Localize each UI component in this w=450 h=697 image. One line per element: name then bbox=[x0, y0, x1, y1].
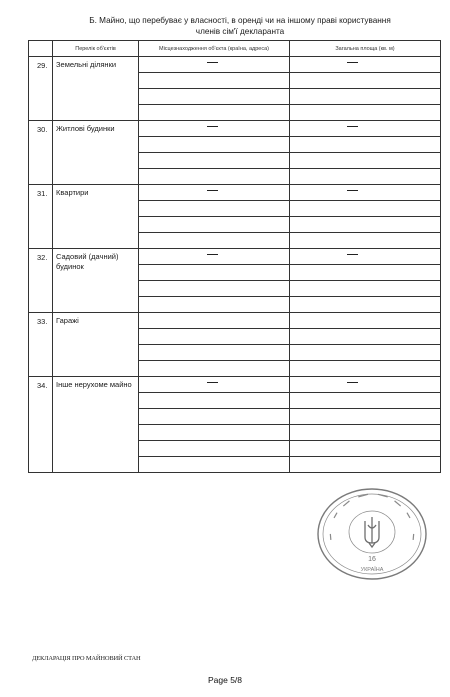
table-header-row bbox=[29, 41, 441, 57]
row-number: 34. bbox=[29, 377, 53, 473]
row-object-name: Земельні ділянки bbox=[53, 57, 139, 121]
area-cell bbox=[290, 137, 441, 153]
location-cell bbox=[139, 441, 290, 457]
empty-dash bbox=[207, 254, 218, 255]
document-footer: ДЕКЛАРАЦІЯ ПРО МАЙНОВИЙ СТАН bbox=[32, 655, 141, 662]
area-cell bbox=[290, 281, 441, 297]
row-object-name: Гаражі bbox=[53, 313, 139, 377]
location-cell bbox=[139, 73, 290, 89]
location-cell bbox=[139, 249, 290, 265]
area-cell bbox=[290, 153, 441, 169]
location-cell bbox=[139, 89, 290, 105]
area-cell bbox=[290, 249, 441, 265]
area-cell bbox=[290, 393, 441, 409]
area-cell bbox=[290, 185, 441, 201]
trident-icon bbox=[365, 517, 379, 547]
seal-number: 16 bbox=[368, 556, 376, 563]
area-cell bbox=[290, 441, 441, 457]
empty-dash bbox=[347, 382, 358, 383]
row-number: 33. bbox=[29, 313, 53, 377]
location-cell bbox=[139, 297, 290, 313]
area-cell bbox=[290, 233, 441, 249]
location-cell bbox=[139, 137, 290, 153]
location-cell bbox=[139, 345, 290, 361]
header-location: Місцезнаходження об'єкта (країна, адреса) bbox=[139, 41, 290, 57]
empty-dash bbox=[347, 190, 358, 191]
header-objects: Перелік об'єктів bbox=[53, 41, 139, 57]
section-heading-line1: Б. Майно, що перебуває у власності, в оренді чи на іншому праві користування bbox=[89, 16, 391, 25]
area-cell bbox=[290, 425, 441, 441]
page-number: Page 5/8 bbox=[207, 675, 243, 685]
location-cell bbox=[139, 153, 290, 169]
empty-dash bbox=[207, 382, 218, 383]
row-number: 32. bbox=[29, 249, 53, 313]
area-cell bbox=[290, 409, 441, 425]
row-object-name: Житлові будинки bbox=[53, 121, 139, 185]
location-cell bbox=[139, 121, 290, 137]
area-cell bbox=[290, 217, 441, 233]
area-cell bbox=[290, 89, 441, 105]
area-cell bbox=[290, 57, 441, 73]
table-row bbox=[29, 121, 441, 137]
area-cell bbox=[290, 169, 441, 185]
area-cell bbox=[290, 201, 441, 217]
section-heading bbox=[40, 16, 440, 37]
table-row bbox=[29, 57, 441, 73]
location-cell bbox=[139, 393, 290, 409]
location-cell bbox=[139, 169, 290, 185]
area-cell bbox=[290, 121, 441, 137]
property-table bbox=[28, 40, 441, 473]
location-cell bbox=[139, 185, 290, 201]
area-cell bbox=[290, 377, 441, 393]
row-number: 30. bbox=[29, 121, 53, 185]
row-number: 31. bbox=[29, 185, 53, 249]
area-cell bbox=[290, 345, 441, 361]
table-row bbox=[29, 249, 441, 265]
location-cell bbox=[139, 281, 290, 297]
area-cell bbox=[290, 105, 441, 121]
section-heading-line2: членів сім'ї декларанта bbox=[195, 26, 285, 36]
empty-dash bbox=[347, 62, 358, 63]
header-number bbox=[29, 41, 53, 57]
area-cell bbox=[290, 457, 441, 473]
empty-dash bbox=[207, 62, 218, 63]
location-cell bbox=[139, 201, 290, 217]
area-cell bbox=[290, 361, 441, 377]
table-row bbox=[29, 185, 441, 201]
area-cell bbox=[290, 297, 441, 313]
location-cell bbox=[139, 265, 290, 281]
row-object-name: Садовий (дачний) будинок bbox=[53, 249, 139, 313]
location-cell bbox=[139, 105, 290, 121]
empty-dash bbox=[347, 126, 358, 127]
row-object-name: Квартири bbox=[53, 185, 139, 249]
official-seal bbox=[312, 485, 432, 583]
empty-dash bbox=[207, 190, 218, 191]
area-cell bbox=[290, 73, 441, 89]
location-cell bbox=[139, 57, 290, 73]
location-cell bbox=[139, 361, 290, 377]
area-cell bbox=[290, 329, 441, 345]
location-cell bbox=[139, 313, 290, 329]
location-cell bbox=[139, 233, 290, 249]
location-cell bbox=[139, 457, 290, 473]
empty-dash bbox=[347, 254, 358, 255]
location-cell bbox=[139, 329, 290, 345]
location-cell bbox=[139, 377, 290, 393]
seal-country: УКРАЇНА bbox=[360, 567, 384, 573]
row-number: 29. bbox=[29, 57, 53, 121]
area-cell bbox=[290, 313, 441, 329]
location-cell bbox=[139, 217, 290, 233]
empty-dash bbox=[207, 126, 218, 127]
location-cell bbox=[139, 409, 290, 425]
header-area: Загальна площа (кв. м) bbox=[290, 41, 441, 57]
location-cell bbox=[139, 425, 290, 441]
table-row bbox=[29, 377, 441, 393]
area-cell bbox=[290, 265, 441, 281]
row-object-name: Інше нерухоме майно bbox=[53, 377, 139, 473]
table-row bbox=[29, 313, 441, 329]
